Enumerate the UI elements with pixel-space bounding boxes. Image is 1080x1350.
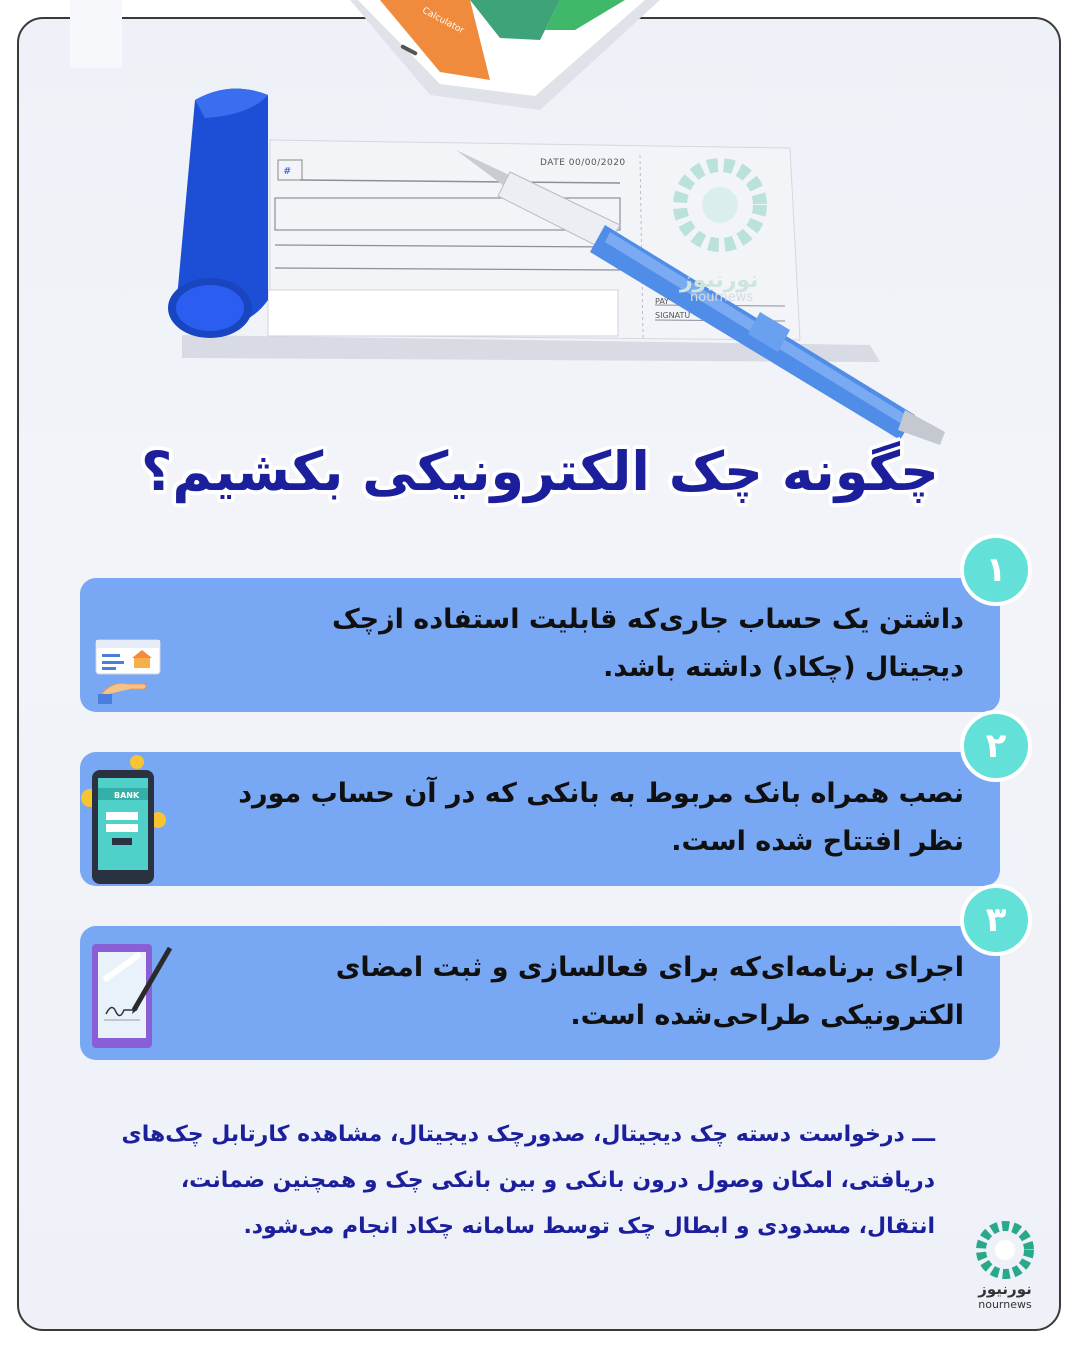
step-text-3: اجرای برنامه‌ای‌که برای فعالسازی و ثبت امضای الکترونیکی طراحی‌شده است. — [335, 952, 964, 1031]
check-pay-label: PAY — [655, 297, 670, 306]
check-date-label: DATE 00/00/2020 — [540, 158, 626, 168]
tablet-signature-icon — [90, 940, 176, 1052]
hero-illustration — [0, 0, 1080, 470]
watermark-brand-en: nournews — [690, 290, 754, 305]
step-badge-3: ۳ — [960, 884, 1032, 956]
phone-illustration — [350, 0, 660, 110]
footer-note: ـــ درخواست دسته چک دیجیتال، صدورچک دیجیتال، مشاهده کارتابل چک‌های دریافتی، امکان وصول درون بانکی و بین بانکی چک و همچنین ضمانت، انتقال، مسدودی و ابطال چک توسط سامانه چکاد انجام می‌شود. — [121, 1122, 935, 1239]
mobile-bank-icon — [80, 752, 170, 886]
check-signature-label: SIGNATU — [655, 311, 691, 320]
step-text-2: نصب همراه بانک مربوط به بانکی که در آن حساب مورد نظر افتتاح شده است. — [238, 778, 964, 857]
page-title: چگونه چک الکترونیکی بکشیم؟ — [141, 440, 939, 503]
checkbook-pen-illustration — [0, 0, 1080, 470]
check-hand-icon — [92, 636, 164, 708]
logo-text-fa: نورنیوز — [978, 1280, 1032, 1298]
step-badge-2: ۲ — [960, 710, 1032, 782]
svg-text:#: # — [283, 166, 292, 177]
watermark-brand-fa: نورنیوز — [680, 268, 759, 293]
phone-app-label: Calculator — [420, 5, 466, 37]
step-card-2 — [80, 752, 1000, 886]
nournews-logo-icon — [970, 1220, 1040, 1280]
step-text-1: داشتن یک حساب جاری‌که قابلیت استفاده ازچک دیجیتال (چکاد) داشته باشد. — [331, 604, 964, 683]
step-badge-1: ۱ — [960, 534, 1032, 606]
logo-text-en: nournews — [978, 1298, 1032, 1311]
step-card-3 — [80, 926, 1000, 1060]
bank-label: BANK — [114, 791, 140, 800]
blue-roll-illustration — [168, 89, 268, 338]
step-card-1 — [80, 578, 1000, 712]
